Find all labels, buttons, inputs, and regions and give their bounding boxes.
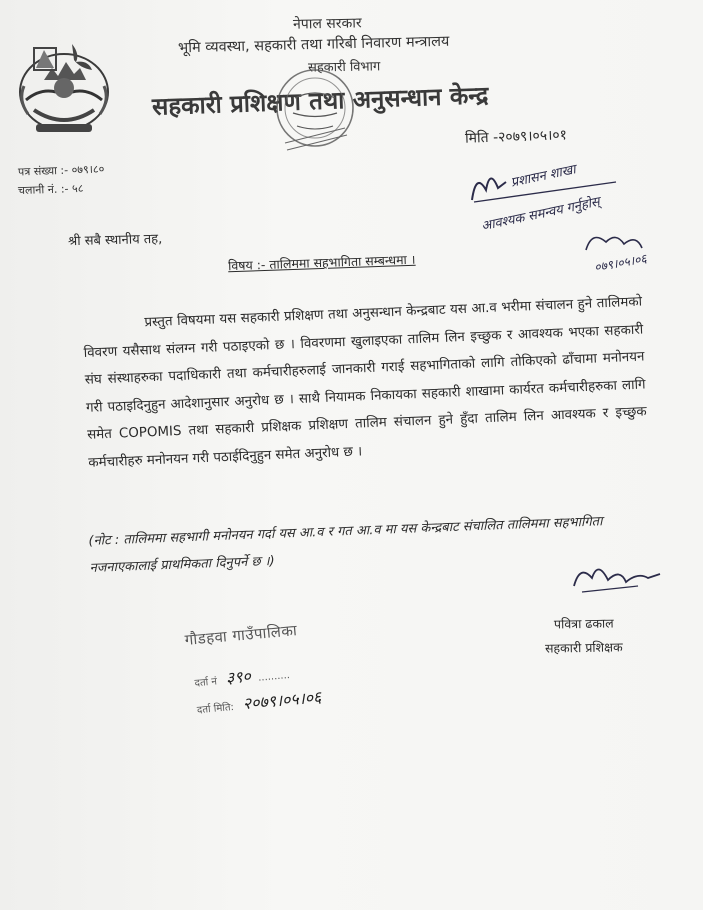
subject-line: विषय :- तालिममा सहभागिता सम्बन्धमा ।: [227, 251, 416, 274]
signature-block: [545, 612, 623, 660]
recipient: श्री सबै स्थानीय तह,: [67, 231, 163, 250]
header-government: नेपाल सरकार: [292, 15, 362, 33]
receipt-date-row: [196, 685, 322, 718]
letter-body: [82, 289, 648, 477]
annotation-line-2: आवश्यक समन्वय गर्नुहोस्: [480, 194, 602, 235]
handwritten-annotation: [466, 160, 696, 280]
letter-date: मिति -२०७९।०५।०१: [464, 127, 568, 147]
government-emblem-icon: [14, 40, 114, 135]
receipt-number-value: ३९०: [225, 666, 252, 688]
receipt-number-label: दर्ता नं: [194, 676, 218, 690]
body-paragraph: प्रस्तुत विषयमा यस सहकारी प्रशिक्षण तथा अनुसन्धान केन्द्रबाट यस आ.व भरीमा संचालन हुने तालिमको विवरण यसैसाथ संलग्न गरी पठाइएको छ । विवरणमा खुलाइएका तालिम लिन इच्छुक र आवश्यक भएका सहकारी संघ संस्थाहरुका पदाधिकारी तथा कर्मचारीहरुलाई जानकारी गराई सहभागिताको लागि तोकिएको ढाँचामा मनोनयन गरी पठाइदिनुहुन आदेशानुसार अनुरोध छ । साथै नियामक निकायका सहकारी शाखामा कार्यरत कर्मचारीहरुका लागि समेत COPOMIS तथा सहकारी प्रशिक्षक प्रशिक्षण तालिम संचालन हुने हुँदा तालिम लिन आवश्यक र इच्छुक कर्मचारीहरु मनोनयन गरी पठाईदिनुहुन समेत अनुरोध छ ।: [83, 294, 647, 471]
reference-number: पत्र संख्या :- ०७९।८०: [17, 162, 105, 179]
receipt-date-label: दर्ता मिति:: [196, 701, 235, 717]
receipt-number-row: दर्ता नं ३९० ..........: [194, 666, 291, 690]
note-paragraph: (नोट : तालिममा सहभागी मनोनयन गर्दा यस आ.व र गत आ.व मा यस केन्द्रबाट संचालित तालिममा सहभागिता नजनाएकालाई प्राथमिकता दिनुपर्ने छ ।): [88, 514, 603, 576]
signatory-name: पवित्रा ढकाल: [553, 615, 614, 632]
receipt-org: गौडहवा गाउँपालिका: [184, 621, 298, 649]
office-seal-icon: [255, 58, 375, 178]
header-office-title: सहकारी प्रशिक्षण तथा अनुसन्धान केन्द्र: [151, 81, 489, 121]
annotation-line-1: प्रशासन शाखा: [509, 162, 578, 191]
header-ministry: भूमि व्यवस्था, सहकारी तथा गरिबी निवारण मन्त्रालय: [177, 33, 450, 57]
annotation-date: ०७९।०५।०६: [593, 251, 648, 275]
header-department: सहकारी विभाग: [307, 59, 381, 76]
signatory-title: सहकारी प्रशिक्षक: [544, 639, 623, 656]
receipt-stamp: [184, 614, 372, 729]
receipt-date-value: २०७९।०५।०६: [242, 687, 323, 714]
signature-icon: [568, 556, 668, 598]
dispatch-number: चलानी नं. :- ५८: [17, 181, 84, 198]
